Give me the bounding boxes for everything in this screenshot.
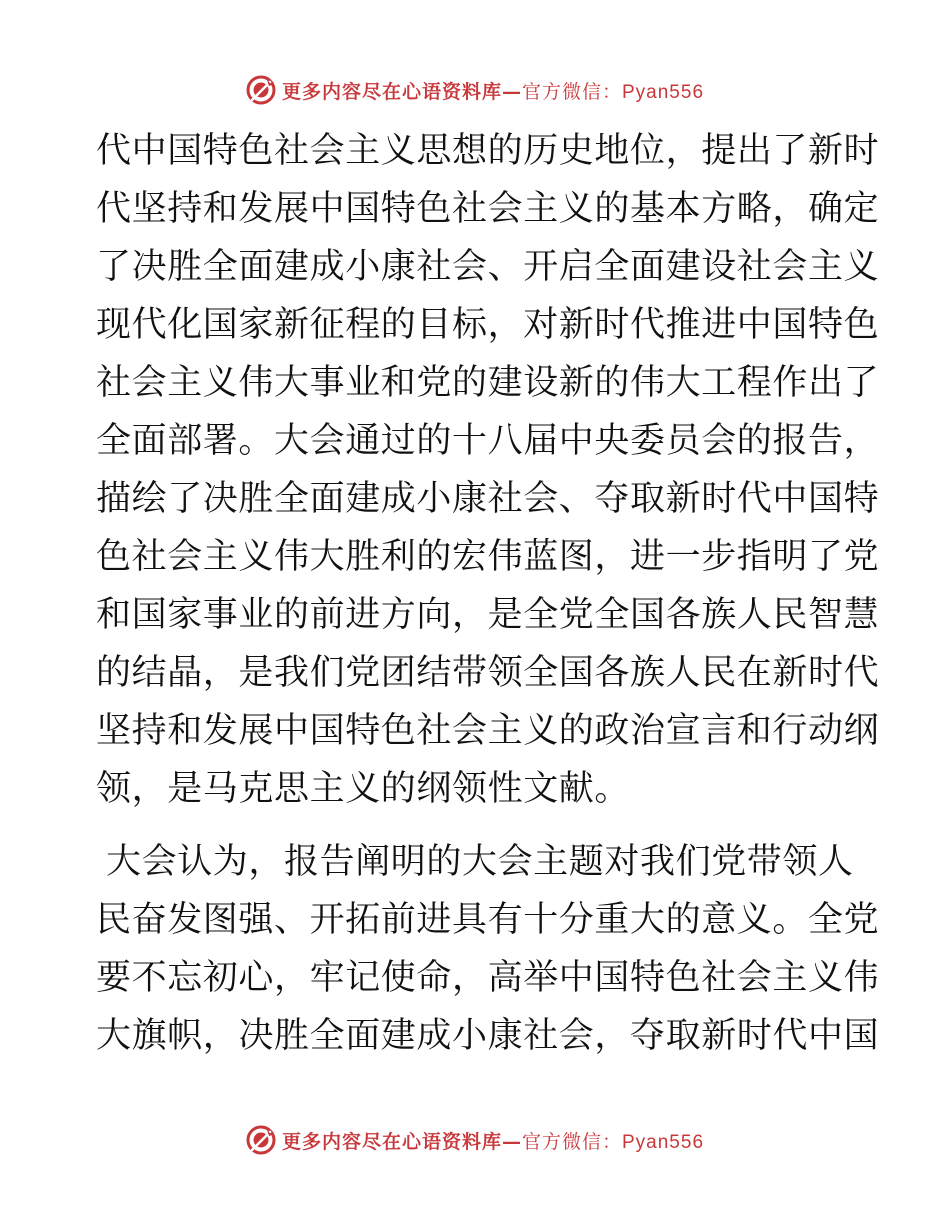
text-line: 和国家事业的前进方向，是全党全国各族人民智慧 bbox=[96, 595, 880, 635]
document-body bbox=[96, 122, 880, 1065]
watermark-footer bbox=[0, 1120, 950, 1160]
text-line: 要不忘初心，牢记使命，高举中国特色社会主义伟 bbox=[96, 958, 880, 998]
text-line: 描绘了决胜全面建成小康社会、夺取新时代中国特 bbox=[96, 479, 880, 519]
text-line: 了决胜全面建成小康社会、开启全面建设社会主义 bbox=[96, 247, 880, 287]
text-line: 民奋发图强、开拓前进具有十分重大的意义。全党 bbox=[96, 900, 880, 940]
text-line: 大旗帜，决胜全面建成小康社会，夺取新时代中国 bbox=[96, 1016, 880, 1056]
watermark-header bbox=[0, 70, 950, 110]
text-line: 坚持和发展中国特色社会主义的政治宣言和行动纲 bbox=[96, 711, 880, 751]
pen-logo-icon bbox=[246, 1125, 276, 1155]
text-line: 大会认为，报告阐明的大会主题对我们党带领人 bbox=[106, 842, 854, 882]
text-line: 社会主义伟大事业和党的建设新的伟大工程作出了 bbox=[96, 363, 880, 403]
paragraph bbox=[96, 122, 880, 818]
text-line: 全面部署。大会通过的十八届中央委员会的报告， bbox=[96, 421, 880, 461]
pen-logo-icon bbox=[246, 75, 276, 105]
text-line: 的结晶，是我们党团结带领全国各族人民在新时代 bbox=[96, 653, 880, 693]
text-line: 色社会主义伟大胜利的宏伟蓝图，进一步指明了党 bbox=[96, 537, 880, 577]
paragraph-spacer bbox=[96, 818, 856, 833]
text-line: 代坚持和发展中国特色社会主义的基本方略，确定 bbox=[96, 189, 880, 229]
paragraph bbox=[96, 833, 880, 1065]
watermark-text: 更多内容尽在心语资料库—官方微信：Pyan556 bbox=[281, 1130, 705, 1153]
watermark-text: 更多内容尽在心语资料库—官方微信：Pyan556 bbox=[281, 80, 705, 103]
text-line: 领，是马克思主义的纲领性文献。 bbox=[96, 769, 631, 809]
text-line: 现代化国家新征程的目标，对新时代推进中国特色 bbox=[96, 305, 880, 345]
text-line: 代中国特色社会主义思想的历史地位，提出了新时 bbox=[96, 131, 880, 171]
